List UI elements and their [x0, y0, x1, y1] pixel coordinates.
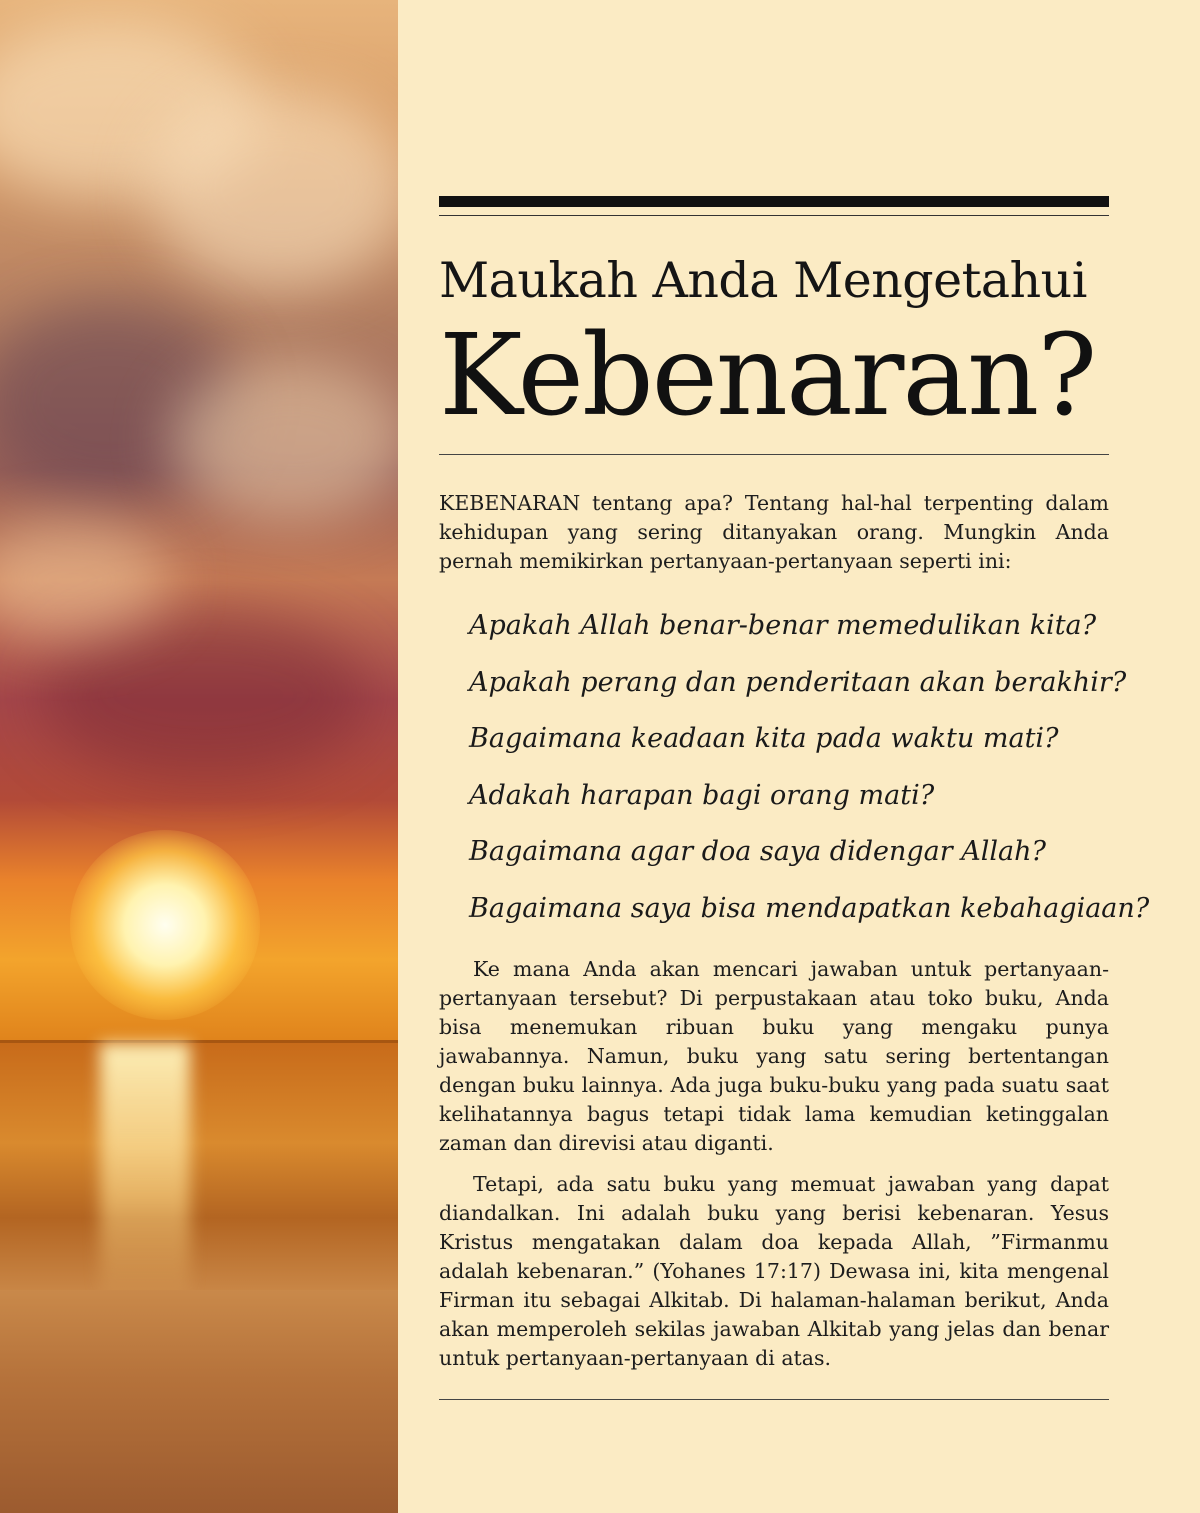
sun-glow	[70, 830, 260, 1020]
question-list	[439, 598, 1150, 937]
question-item: Apakah perang dan penderitaan akan berakhir?	[469, 666, 1127, 698]
cloud-shape	[170, 360, 398, 520]
top-rule-thin	[439, 215, 1109, 216]
title-divider	[439, 454, 1109, 455]
question-item: Bagaimana keadaan kita pada waktu mati?	[469, 723, 1059, 754]
sea-surface	[0, 1043, 398, 1293]
beach-sand	[0, 1290, 398, 1513]
intro-paragraph: KEBENARAN tentang apa? Tentang hal-hal terpenting dalam kehidupan yang sering ditanyakan orang. Mungkin Anda pernah memikirkan pertanyaan-pertanyaan seperti ini:	[439, 491, 1109, 573]
question-item: Apakah Allah benar-benar memedulikan kita?	[469, 610, 1097, 641]
question-item: Bagaimana saya bisa mendapatkan kebahagiaan?	[469, 892, 1150, 924]
article	[439, 196, 1150, 1400]
body-paragraph: Ke mana Anda akan mencari jawaban untuk pertanyaan-pertanyaan tersebut? Di perpustakaan atau toko buku, Anda bisa menemukan ribuan buku yang mengaku punya jawabannya. Namun, buku yang satu sering bertentangan dengan buku lainnya. Ada juga buku-buku yang pada suatu saat kelihatannya bagus tetapi tidak lama kemudian ketinggalan zaman dan direvisi atau diganti.	[439, 957, 1109, 1155]
title-line-1: Maukah Anda Mengetahui	[439, 252, 1087, 309]
top-rule-thick	[439, 196, 1109, 207]
sunset-photo	[0, 0, 398, 1513]
bottom-rule	[439, 1399, 1109, 1400]
body-paragraph: Tetapi, ada satu buku yang memuat jawaban yang dapat diandalkan. Ini adalah buku yang berisi kebenaran. Yesus Kristus mengatakan dalam doa kepada Allah, ”Firmanmu adalah kebenaran.” (Yohanes 17:17) Dewasa ini, kita mengenal Firman itu sebagai Alkitab. Di halaman-halaman berikut, Anda akan memperoleh sekilas jawaban Alkitab yang jelas dan benar untuk pertanyaan-pertanyaan di atas.	[439, 1172, 1109, 1370]
question-item: Adakah harapan bagi orang mati?	[469, 779, 935, 811]
cloud-shape	[150, 90, 398, 290]
sun-reflection	[100, 1043, 190, 1303]
title-line-2: Kebenaran?	[439, 311, 1096, 441]
question-item: Bagaimana agar doa saya didengar Allah?	[469, 836, 1046, 867]
